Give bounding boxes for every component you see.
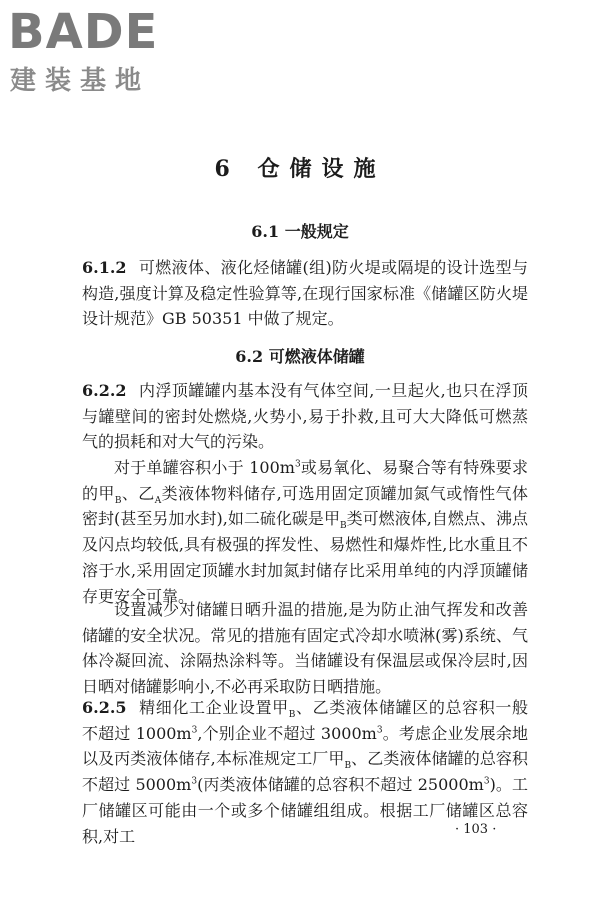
paragraph-text: 可燃液体、液化烃储罐(组)防火堤或隔堤的设计选型与构造,强度计算及稳定性验算等,在现行国家标准《储罐区防火堤设计规范》GB 50351 中做了规定。	[82, 258, 528, 329]
clause-number: 6.2.5	[82, 698, 127, 717]
text-run: 或易氧化、易聚合等有特殊要求的甲	[82, 458, 528, 503]
subscript: B	[288, 710, 296, 721]
text-run: ,个别企业不超过 3000m	[197, 723, 377, 743]
subscript: A	[154, 495, 162, 506]
subscript: B	[344, 761, 352, 772]
text-run: 精细化工企业设置甲	[138, 698, 289, 717]
paragraph-text: 内浮顶罐罐内基本没有气体空间,一旦起火,也只在浮顶与罐壁间的密封处燃烧,火势小,易于扑救,且可大大降低可燃蒸气的损耗和对大气的污染。	[82, 381, 528, 452]
superscript: 3	[191, 776, 198, 787]
text-run: 、乙类液体储罐的总容积不超过 5000m	[82, 749, 528, 795]
text-run: 、乙类液体储罐区的总容积一般不超过 1000m	[82, 698, 528, 743]
paragraph-6-1-2	[82, 255, 528, 332]
text-run: 类液体物料储存,可选用固定顶罐加氮气或惰性气体密封(甚至另加水封),如二硫化碳是甲	[82, 483, 528, 529]
section-title-6-2: 6.2 可燃液体储罐	[235, 347, 365, 366]
clause-number: 6.1.2	[82, 258, 127, 277]
paragraph-text: 设置减少对储罐日晒升温的措施,是为防止油气挥发和改善储罐的安全状况。常见的措施有固定式冷却水喷淋(雾)系统、气体冷凝回流、涂隔热涂料等。当储罐设有保温层或保冷层时,因日晒对储罐影响小,不必再采取防日晒措施。	[82, 600, 528, 697]
superscript: 3	[191, 725, 198, 736]
superscript: 3	[294, 459, 301, 470]
text-run: (丙类液体储罐的总容积不超过 25000m	[197, 775, 484, 795]
text-run: 。考虑企业发展余地以及丙类液体储存,本标准规定工厂甲	[82, 723, 528, 769]
paragraph-6-2-2-sunshade	[82, 597, 528, 700]
subscript: B	[114, 495, 122, 506]
logo-subtitle: 建装基地	[10, 66, 151, 96]
section-title-6-1: 6.1 一般规定	[251, 222, 349, 241]
paragraph-6-2-2-fixed-roof	[82, 455, 528, 609]
superscript: 3	[376, 725, 383, 736]
text-run: 对于单罐容积小于 100m	[114, 458, 295, 477]
text-run: 类可燃液体,自燃点、沸点及闪点均较低,具有极强的挥发性、易燃性和爆炸性,比水重且不溶于水,采用固定顶罐水封加氮封储存比采用单纯的内浮顶罐储存更安全可靠。	[82, 509, 528, 606]
chapter-title: 6 仓储设施	[214, 156, 386, 182]
text-run: )。工厂储罐区可能由一个或多个储罐组组成。根据工厂储罐区总容积,对工	[82, 775, 528, 846]
bade-logo	[6, 4, 176, 96]
page-number: · 103 ·	[455, 822, 497, 837]
subscript: B	[339, 521, 347, 532]
superscript: 3	[483, 776, 490, 787]
logo-wordmark: BADE	[8, 4, 159, 60]
text-run: 、乙	[121, 483, 155, 503]
paragraph-6-2-2	[82, 378, 528, 455]
clause-number: 6.2.2	[82, 381, 127, 400]
